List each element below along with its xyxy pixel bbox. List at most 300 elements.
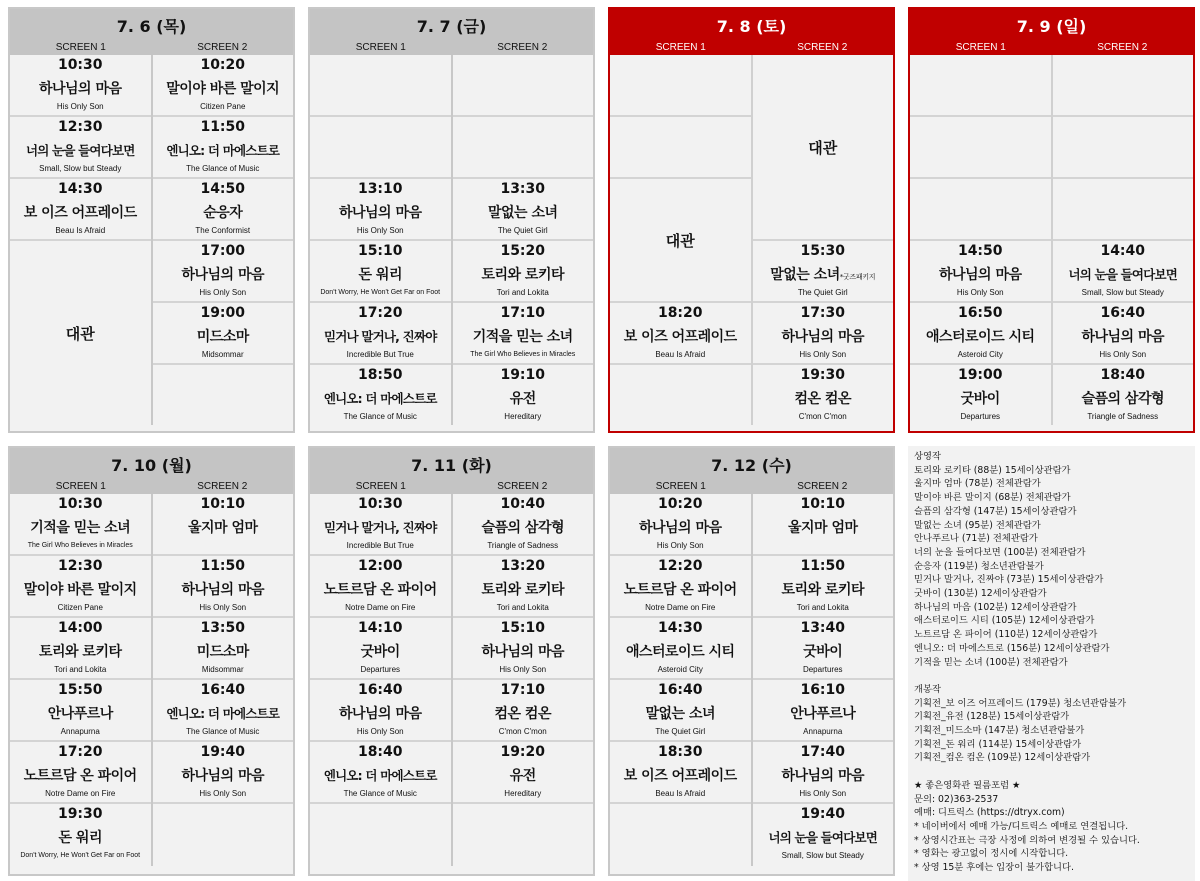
empty-slot xyxy=(610,365,751,425)
showtime-time: 10:30 xyxy=(57,496,103,512)
movie-title-en: Beau Is Afraid xyxy=(55,226,106,235)
movie-title-ko: 기적을 믿는 소녀 xyxy=(472,329,573,345)
movie-title-ko: 굿바이 xyxy=(360,644,400,660)
showtime-slot[interactable] xyxy=(753,680,894,742)
screen1-column xyxy=(10,494,151,866)
showtime-time: 18:30 xyxy=(657,744,703,760)
movie-title-en: The Girl Who Believes in Miracles xyxy=(470,351,576,358)
showtime-time: 10:10 xyxy=(800,496,846,512)
showtime-slot[interactable] xyxy=(453,179,594,241)
showtime-time: 15:30 xyxy=(800,243,846,259)
showtime-time: 17:20 xyxy=(357,305,403,321)
movie-title-ko: 돈 워리 xyxy=(358,267,402,283)
showtime-slot[interactable] xyxy=(910,303,1051,365)
showtime-time: 17:40 xyxy=(800,744,846,760)
movie-title-ko: 토리와 로키타 xyxy=(781,582,865,598)
movie-title-ko: 노트르담 온 파이어 xyxy=(23,768,137,784)
showtime-time: 19:40 xyxy=(200,744,246,760)
screen-label: SCREEN 2 xyxy=(797,481,848,492)
screen-label: SCREEN 2 xyxy=(497,481,548,492)
movie-title-en: Notre Dame on Fire xyxy=(345,603,416,612)
movie-title-en: His Only Son xyxy=(499,665,547,674)
showtime-time: 12:00 xyxy=(357,558,403,574)
screen-label: SCREEN 1 xyxy=(355,42,406,53)
showtime-slot[interactable] xyxy=(10,494,151,556)
showtime-time: 14:10 xyxy=(357,620,403,636)
showtime-slot[interactable] xyxy=(10,618,151,680)
screen2-column xyxy=(451,55,594,425)
movie-title-ko: 너의 눈을 들여다보면 xyxy=(768,830,878,845)
showtime-slot[interactable] xyxy=(753,556,894,618)
movie-title-en: The Quiet Girl xyxy=(497,226,548,235)
day-date: 7. 11 (화) xyxy=(411,456,492,475)
movie-title-ko: 애스터로이드 시티 xyxy=(925,329,1035,345)
movie-title-en: Notre Dame on Fire xyxy=(45,789,116,798)
movie-title-en: His Only Son xyxy=(356,727,404,736)
movie-title-ko: 애스터로이드 시티 xyxy=(625,644,735,660)
note-line: 기획전_미드소마 (147분) 청소년관람불가 xyxy=(914,725,1085,737)
showtime-slot[interactable] xyxy=(753,742,894,804)
movie-title-ko: 하나님의 마음 xyxy=(638,520,722,536)
day-date: 7. 8 (토) xyxy=(716,17,787,36)
movie-title-ko: 노트르담 온 파이어 xyxy=(323,582,437,598)
movie-title-ko: 말없는 소녀 xyxy=(645,706,715,722)
movie-title-en: Departures xyxy=(960,412,1001,421)
movie-title-en: Beau Is Afraid xyxy=(655,350,706,359)
movie-title-en: Incredible But True xyxy=(346,541,414,550)
showtime-time: 17:10 xyxy=(500,682,546,698)
note-line: 예매: 디트릭스 (https://dtryx.com) xyxy=(914,807,1065,819)
note-line: 말없는 소녀 (95분) 전체관람가 xyxy=(914,519,1041,531)
showtime-slot[interactable] xyxy=(753,494,894,556)
movie-title-ko: 울지마 엄마 xyxy=(788,520,858,536)
movie-title-en: Midsommar xyxy=(201,665,244,674)
movie-title-en: Don't Worry, He Won't Get Far on Foot xyxy=(320,289,441,296)
showtime-time: 14:50 xyxy=(957,243,1003,259)
showtime-time: 13:20 xyxy=(500,558,546,574)
showtime-slot[interactable] xyxy=(453,303,594,365)
showtime-slot[interactable] xyxy=(910,241,1051,303)
showtime-time: 18:40 xyxy=(1100,367,1146,383)
screen-label: SCREEN 2 xyxy=(1097,42,1148,53)
showtime-slot[interactable] xyxy=(753,241,894,303)
screen-label: SCREEN 1 xyxy=(655,42,706,53)
showtime-time: 11:50 xyxy=(200,558,246,574)
rental-slot: 대관 xyxy=(610,179,751,303)
movie-title-en: The Glance of Music xyxy=(343,412,417,421)
screen2-column xyxy=(751,494,894,866)
movie-title-en: C'mon C'mon xyxy=(498,727,547,736)
showtime-time: 11:50 xyxy=(800,558,846,574)
showtime-slot[interactable] xyxy=(153,742,294,804)
movie-title-ko: 슬픔의 삼각형 xyxy=(1081,391,1165,407)
note-line: 기획전_컴온 컴온 (109분) 12세이상관람가 xyxy=(914,752,1091,764)
movie-title-ko: 하나님의 마음 xyxy=(338,706,422,722)
showtime-time: 17:20 xyxy=(57,744,103,760)
day-panel-0709 xyxy=(908,7,1195,433)
movie-title-en: Small, Slow but Steady xyxy=(39,164,122,173)
movie-title-en: Beau Is Afraid xyxy=(655,789,706,798)
movie-title-ko: 유전 xyxy=(509,768,536,784)
movie-title-ko: 안나푸르나 xyxy=(47,706,113,722)
showtime-slot[interactable] xyxy=(910,365,1051,425)
movie-title-ko: 믿거나 말거나, 진짜야 xyxy=(323,329,437,344)
movie-title-en: Tori and Lokita xyxy=(496,603,549,612)
showtime-slot[interactable] xyxy=(153,680,294,742)
day-panel-0711 xyxy=(308,446,595,876)
screen1-column xyxy=(610,494,751,866)
screen-label: SCREEN 1 xyxy=(955,42,1006,53)
rental-slot: 대관 xyxy=(753,55,894,241)
note-line: 토리와 로키타 (88분) 15세이상관람가 xyxy=(914,464,1071,476)
screen-label: SCREEN 2 xyxy=(497,42,548,53)
note-line: 하나님의 마음 (102분) 12세이상관람가 xyxy=(914,601,1077,613)
showtime-time: 19:30 xyxy=(800,367,846,383)
notes-panel xyxy=(908,446,1195,881)
showtime-slot[interactable] xyxy=(153,241,294,303)
note-line: * 네이버에서 예매 가능/디트릭스 예매로 연결됩니다. xyxy=(914,820,1129,832)
screen-label: SCREEN 2 xyxy=(797,42,848,53)
showtime-time: 15:10 xyxy=(357,243,403,259)
showtime-time: 13:50 xyxy=(200,620,246,636)
movie-title-ko: 기적을 믿는 소녀 xyxy=(30,520,131,536)
movie-title-en: Asteroid City xyxy=(657,665,703,674)
showtime-time: 16:10 xyxy=(800,682,846,698)
movie-title-ko: 토리와 로키타 xyxy=(481,267,565,283)
empty-slot xyxy=(910,55,1051,117)
movie-title-en: The Glance of Music xyxy=(186,164,260,173)
showtime-time: 10:20 xyxy=(200,57,246,73)
movie-title-en: His Only Son xyxy=(1099,350,1147,359)
showtime-slot[interactable] xyxy=(610,494,751,556)
showtime-time: 17:10 xyxy=(500,305,546,321)
showtime-time: 16:40 xyxy=(1100,305,1146,321)
showtime-time: 10:30 xyxy=(57,57,103,73)
movie-title-en: The Girl Who Believes in Miracles xyxy=(27,542,133,549)
showtime-slot[interactable] xyxy=(10,742,151,804)
day-panel-0707 xyxy=(308,7,595,433)
movie-title-en: Triangle of Sadness xyxy=(487,541,559,550)
info-list xyxy=(914,779,1189,875)
screen1-column xyxy=(910,55,1051,425)
showtime-slot[interactable] xyxy=(610,303,751,365)
empty-slot xyxy=(153,804,294,866)
showtime-time: 17:00 xyxy=(200,243,246,259)
showtime-slot[interactable] xyxy=(453,742,594,804)
movie-title-en: Don't Worry, He Won't Get Far on Foot xyxy=(20,852,141,859)
showtime-slot[interactable] xyxy=(453,365,594,425)
movie-title-en: Tori and Lokita xyxy=(54,665,107,674)
movie-title-en: The Quiet Girl xyxy=(797,288,848,297)
screen-label: SCREEN 1 xyxy=(355,481,406,492)
screen2-column xyxy=(451,494,594,866)
showtime-slot[interactable] xyxy=(153,55,294,117)
note-line: 울지마 엄마 (78분) 전체관람가 xyxy=(914,478,1041,490)
empty-slot xyxy=(1053,117,1194,179)
movie-title-en: The Quiet Girl xyxy=(655,727,706,736)
showtime-slot[interactable] xyxy=(310,365,451,425)
movie-title-ko: 슬픔의 삼각형 xyxy=(481,520,565,536)
empty-slot xyxy=(310,117,451,179)
empty-slot xyxy=(910,179,1051,241)
note-line: 말이야 바른 말이지 (68분) 전체관람가 xyxy=(914,492,1071,504)
screen-label: SCREEN 2 xyxy=(197,481,248,492)
showtime-time: 18:20 xyxy=(657,305,703,321)
showtime-time: 10:20 xyxy=(657,496,703,512)
showtime-slot[interactable] xyxy=(310,556,451,618)
showtime-slot[interactable] xyxy=(1053,365,1194,425)
movie-title-en: Incredible But True xyxy=(346,350,414,359)
showtime-slot[interactable] xyxy=(310,179,451,241)
note-line: 엔니오: 더 마에스트로 (156분) 12세이상관람가 xyxy=(914,642,1110,654)
movie-title-ko: 하나님의 마음 xyxy=(781,329,865,345)
note-line: 굿바이 (130분) 12세이상관람가 xyxy=(914,588,1047,600)
movie-title-ko: 너의 눈을 들여다보면 xyxy=(1068,267,1178,282)
note-line: 순응자 (119분) 청소년관람불가 xyxy=(914,560,1044,572)
movie-title-ko: 보 이즈 어프레이드 xyxy=(623,768,737,784)
screen-label: SCREEN 1 xyxy=(55,481,106,492)
note-line: 슬픔의 삼각형 (147분) 15세이상관람가 xyxy=(914,505,1077,517)
movie-title-ko: 너의 눈을 들여다보면 xyxy=(25,143,135,158)
note-line: * 상영 15분 후에는 입장이 불가합니다. xyxy=(914,862,1074,874)
showtime-slot[interactable] xyxy=(10,804,151,866)
showtime-slot[interactable] xyxy=(10,680,151,742)
showtime-time: 13:30 xyxy=(500,181,546,197)
movie-title-ko: 노트르담 온 파이어 xyxy=(623,582,737,598)
movie-title-ko: 컴온 컴온 xyxy=(494,706,551,722)
movie-title-ko: 믿거나 말거나, 진짜야 xyxy=(323,520,437,535)
movie-title-ko: 엔니오: 더 마에스트로 xyxy=(323,391,437,406)
note-line: 기획전_보 이즈 어프레이드 (179분) 청소년관람불가 xyxy=(914,697,1127,709)
empty-slot xyxy=(1053,179,1194,241)
showtime-time: 19:40 xyxy=(800,806,846,822)
movie-title-ko: 컴온 컴온 xyxy=(794,391,851,407)
showtime-time: 19:10 xyxy=(500,367,546,383)
movie-title-en: His Only Son xyxy=(199,288,247,297)
screen-label: SCREEN 1 xyxy=(655,481,706,492)
showtime-time: 14:30 xyxy=(657,620,703,636)
showtime-slot[interactable] xyxy=(310,494,451,556)
empty-slot xyxy=(610,55,751,117)
movie-title-en: The Glance of Music xyxy=(186,727,260,736)
screen-label: SCREEN 1 xyxy=(55,42,106,53)
day-panel-0706 xyxy=(8,7,295,433)
showtime-time: 17:30 xyxy=(800,305,846,321)
showtime-time: 15:50 xyxy=(57,682,103,698)
movie-title-en: Departures xyxy=(802,665,843,674)
showtime-slot[interactable] xyxy=(453,241,594,303)
showtime-time: 18:40 xyxy=(357,744,403,760)
movie-title-en: Hereditary xyxy=(504,789,542,798)
showtime-time: 10:30 xyxy=(357,496,403,512)
movie-title-ko: 미드소마 xyxy=(196,329,249,345)
showtime-time: 12:20 xyxy=(657,558,703,574)
showtime-time: 15:20 xyxy=(500,243,546,259)
day-date: 7. 10 (월) xyxy=(111,456,192,475)
showtime-time: 14:30 xyxy=(57,181,103,197)
movie-title-en: Triangle of Sadness xyxy=(1087,412,1159,421)
movie-title-en: Asteroid City xyxy=(957,350,1003,359)
empty-slot xyxy=(310,55,451,117)
showtime-slot[interactable] xyxy=(453,494,594,556)
showtime-slot[interactable] xyxy=(453,680,594,742)
note-line: 안나푸르나 (71분) 전체관람가 xyxy=(914,533,1038,545)
screen-label: SCREEN 2 xyxy=(197,42,248,53)
showtime-slot[interactable] xyxy=(610,742,751,804)
day-panel-0708 xyxy=(608,7,895,433)
movie-title-ko: 하나님의 마음 xyxy=(181,582,265,598)
showtime-slot[interactable] xyxy=(610,556,751,618)
showtime-slot[interactable] xyxy=(10,179,151,241)
movie-title-ko: 하나님의 마음 xyxy=(1081,329,1165,345)
showtime-slot[interactable] xyxy=(453,556,594,618)
movie-title-ko: 울지마 엄마 xyxy=(188,520,258,536)
movie-title-ko: 토리와 로키타 xyxy=(38,644,122,660)
note-line: 문의: 02)363-2537 xyxy=(914,793,999,805)
movie-title-ko: 하나님의 마음 xyxy=(181,768,265,784)
movie-title-en: His Only Son xyxy=(356,226,404,235)
movie-title-en: Small, Slow but Steady xyxy=(1081,288,1164,297)
movie-title-ko: 굿바이 xyxy=(803,644,843,660)
showtime-slot[interactable] xyxy=(610,618,751,680)
movie-title-ko: 하나님의 마음 xyxy=(781,768,865,784)
showtime-slot[interactable] xyxy=(610,680,751,742)
note-line: 노트르담 온 파이어 (110분) 12세이상관람가 xyxy=(914,629,1098,641)
showtime-slot[interactable] xyxy=(753,303,894,365)
showtime-slot[interactable] xyxy=(1053,241,1194,303)
showtime-slot[interactable] xyxy=(310,742,451,804)
showtime-time: 16:40 xyxy=(657,682,703,698)
movie-title-ko: 말이야 바른 말이지 xyxy=(166,81,280,97)
note-line: 애스터로이드 시티 (105분) 12세이상관람가 xyxy=(914,615,1095,627)
day-date: 7. 12 (수) xyxy=(711,456,792,475)
screen2-column xyxy=(1051,55,1194,425)
screen2-column xyxy=(151,55,294,425)
showtime-time: 14:00 xyxy=(57,620,103,636)
movie-title-ko: 토리와 로키타 xyxy=(481,582,565,598)
movie-title-ko: 안나푸르나 xyxy=(790,706,856,722)
note-line: 너의 눈을 들여다보면 (100분) 전체관람가 xyxy=(914,546,1086,558)
day-panel-0712 xyxy=(608,446,895,876)
empty-slot xyxy=(453,117,594,179)
movie-title-en: Tori and Lokita xyxy=(796,603,849,612)
showtime-slot[interactable] xyxy=(310,241,451,303)
screen1-column xyxy=(310,55,451,425)
showtime-slot[interactable] xyxy=(753,618,894,680)
showtime-slot[interactable] xyxy=(153,618,294,680)
movie-title-en: Citizen Pane xyxy=(57,603,103,612)
showtime-slot[interactable] xyxy=(310,303,451,365)
note-line: * 영화는 광고없이 정시에 시작합니다. xyxy=(914,848,1069,860)
movie-title-ko: 보 이즈 어프레이드 xyxy=(23,205,137,221)
screen2-column xyxy=(751,55,894,425)
movie-title-ko: 말없는 소녀 xyxy=(488,205,558,221)
showtime-slot[interactable] xyxy=(453,618,594,680)
showtime-slot[interactable] xyxy=(153,303,294,365)
movie-title-en: Hereditary xyxy=(504,412,542,421)
showtime-slot[interactable] xyxy=(10,117,151,179)
movie-title-ko: 말없는 소녀*굿즈패키지 xyxy=(770,267,876,283)
movie-title-en: His Only Son xyxy=(656,541,704,550)
empty-slot xyxy=(1053,55,1194,117)
movie-title-ko: 순응자 xyxy=(203,205,243,221)
opening-list xyxy=(914,697,1189,766)
movie-title-ko: 굿바이 xyxy=(960,391,1000,407)
movie-title-ko: 엔니오: 더 마에스트로 xyxy=(166,143,280,158)
note-line: 기획전_유전 (128분) 15세이상관람가 xyxy=(914,711,1070,723)
day-date: 7. 7 (금) xyxy=(416,17,487,36)
goods-package-note: *굿즈패키지 xyxy=(839,273,876,281)
showtime-slot[interactable] xyxy=(753,804,894,866)
empty-slot xyxy=(610,117,751,179)
showtime-time: 13:10 xyxy=(357,181,403,197)
showtime-slot[interactable] xyxy=(10,556,151,618)
showtime-time: 19:00 xyxy=(957,367,1003,383)
screen1-column xyxy=(310,494,451,866)
day-panel-0710 xyxy=(8,446,295,876)
movie-title-en: Small, Slow but Steady xyxy=(781,851,864,860)
empty-slot xyxy=(910,117,1051,179)
movie-title-en: His Only Son xyxy=(799,350,847,359)
movie-title-en: Citizen Pane xyxy=(200,102,246,111)
showtime-slot[interactable] xyxy=(153,494,294,556)
note-line: 기적을 믿는 소녀 (100분) 전체관람가 xyxy=(914,656,1068,668)
showtime-time: 12:30 xyxy=(57,119,103,135)
movie-title-en: His Only Son xyxy=(56,102,104,111)
day-date: 7. 9 (일) xyxy=(1016,17,1087,36)
showtime-time: 19:00 xyxy=(200,305,246,321)
showtime-slot[interactable] xyxy=(153,179,294,241)
showtime-time: 13:40 xyxy=(800,620,846,636)
movie-title-ko: 하나님의 마음 xyxy=(38,81,122,97)
note-line: * 상영시간표는 극장 사정에 의하여 변경될 수 있습니다. xyxy=(914,834,1140,846)
rental-slot: 대관 xyxy=(65,324,95,343)
movie-title-en: Departures xyxy=(360,665,401,674)
note-line: ★ 좋은영화관 필름포럼 ★ xyxy=(914,779,1021,791)
movie-title-en: Annapurna xyxy=(803,727,843,736)
movie-title-ko: 유전 xyxy=(509,391,536,407)
empty-slot xyxy=(310,804,451,866)
showtime-time: 14:50 xyxy=(200,181,246,197)
showtime-time: 18:50 xyxy=(357,367,403,383)
showtime-slot[interactable] xyxy=(153,117,294,179)
movie-title-ko: 하나님의 마음 xyxy=(338,205,422,221)
showtime-slot[interactable] xyxy=(310,618,451,680)
movie-title-ko: 하나님의 마음 xyxy=(181,267,265,283)
empty-slot xyxy=(453,55,594,117)
showtime-time: 14:40 xyxy=(1100,243,1146,259)
showtime-slot[interactable] xyxy=(153,556,294,618)
screen1-column xyxy=(610,55,751,425)
showtime-slot[interactable] xyxy=(1053,303,1194,365)
screen1-column xyxy=(10,55,151,425)
movie-title-en: The Conformist xyxy=(195,226,251,235)
note-line: 기획전_돈 워리 (114분) 15세이상관람가 xyxy=(914,738,1082,750)
showtime-time: 19:30 xyxy=(57,806,103,822)
movie-title-en: His Only Son xyxy=(199,789,247,798)
showtime-time: 10:10 xyxy=(200,496,246,512)
showtime-slot[interactable] xyxy=(10,55,151,117)
showtime-time: 16:40 xyxy=(357,682,403,698)
showtime-time: 19:20 xyxy=(500,744,546,760)
day-date: 7. 6 (목) xyxy=(116,17,187,36)
movie-title-en: Notre Dame on Fire xyxy=(645,603,716,612)
showtime-slot[interactable] xyxy=(310,680,451,742)
movie-title-en: Midsommar xyxy=(201,350,244,359)
movie-title-ko: 하나님의 마음 xyxy=(938,267,1022,283)
showtime-slot[interactable] xyxy=(753,365,894,425)
empty-slot xyxy=(610,804,751,866)
